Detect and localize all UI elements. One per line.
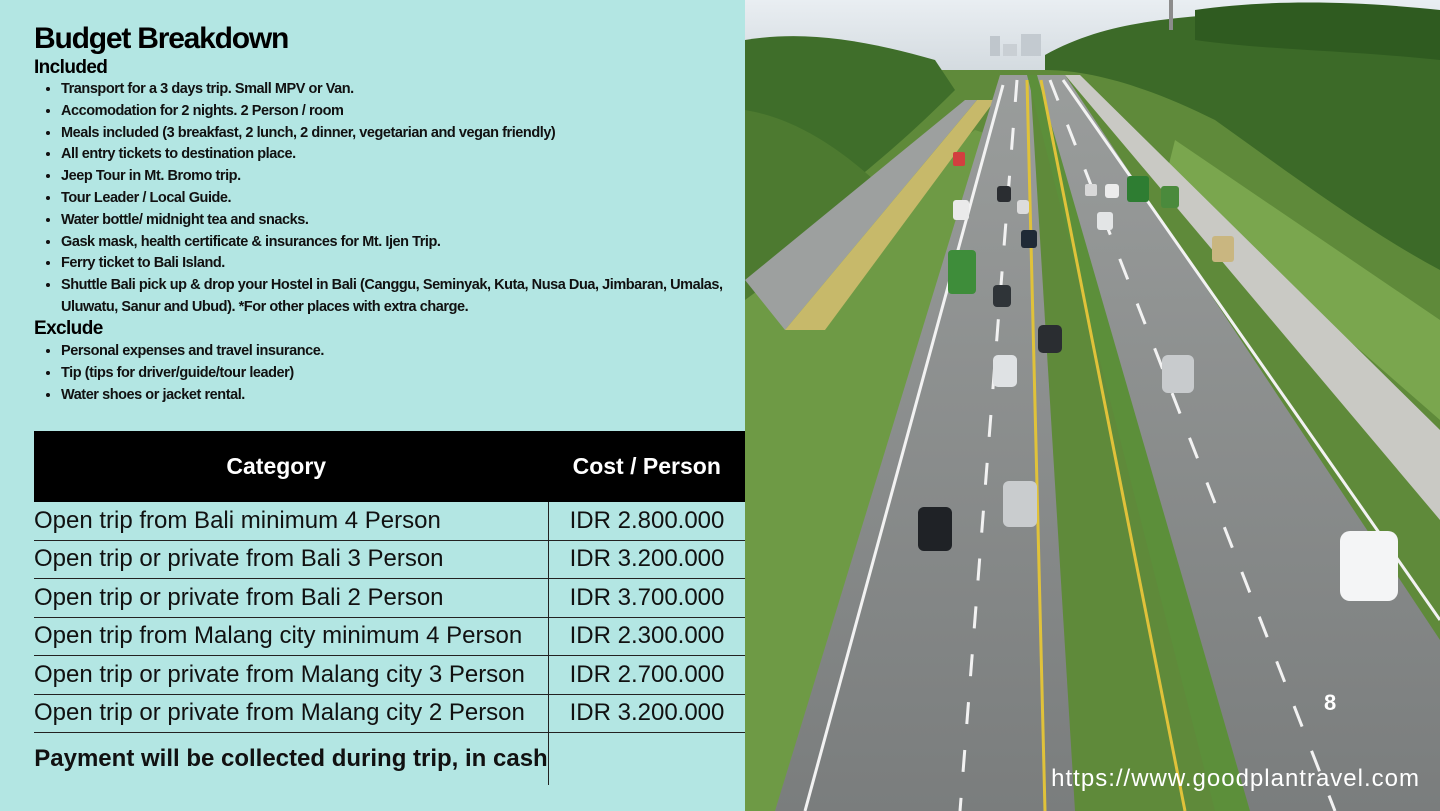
list-item: • Gask mask, health certificate & insurances for Mt. Ijen Trip. — [61, 232, 751, 254]
price-table — [34, 431, 745, 785]
table-row — [34, 617, 745, 656]
list-item: • Ferry ticket to Bali Island. — [61, 253, 751, 275]
category-cell: Open trip from Bali minimum 4 Person — [34, 502, 549, 540]
list-item: • Personal expenses and travel insurance. — [61, 341, 751, 363]
category-cell: Open trip from Malang city minimum 4 Person — [34, 617, 549, 656]
category-cell: Open trip or private from Bali 2 Person — [34, 579, 549, 618]
table-row — [34, 694, 745, 733]
table-row — [34, 579, 745, 618]
included-list — [34, 79, 751, 319]
included-heading: Included — [34, 57, 108, 78]
list-item: • Water bottle/ midnight tea and snacks. — [61, 210, 751, 232]
category-cell: Open trip or private from Bali 3 Person — [34, 540, 549, 579]
empty-cell — [549, 733, 746, 786]
exclude-list — [34, 341, 751, 406]
list-item: • Accomodation for 2 nights. 2 Person / room — [61, 101, 751, 123]
cost-header: Cost / Person — [549, 431, 746, 502]
page-title: Budget Breakdown — [34, 22, 289, 55]
list-item: • Tour Leader / Local Guide. — [61, 188, 751, 210]
cost-cell: IDR 3.200.000 — [549, 694, 746, 733]
category-cell: Open trip or private from Malang city 2 Person — [34, 694, 549, 733]
exclude-heading: Exclude — [34, 318, 103, 339]
cost-cell: IDR 3.200.000 — [549, 540, 746, 579]
list-item: • Tip (tips for driver/guide/tour leader) — [61, 363, 751, 385]
category-header: Category — [34, 431, 549, 502]
table-row — [34, 540, 745, 579]
list-item: • Jeep Tour in Mt. Bromo trip. — [61, 166, 751, 188]
list-item: • All entry tickets to destination place. — [61, 144, 751, 166]
list-item: • Transport for a 3 days trip. Small MPV or Van. — [61, 79, 751, 101]
list-item: • Shuttle Bali pick up & drop your Hostel in Bali (Canggu, Seminyak, Kuta, Nusa Dua, Jimbaran, Umalas, Uluwatu, Sanur and Ubud). *For other places with extra charge. — [61, 275, 751, 319]
cost-cell: IDR 2.800.000 — [549, 502, 746, 540]
cost-cell: IDR 2.300.000 — [549, 617, 746, 656]
table-row — [34, 656, 745, 695]
list-item: • Meals included (3 breakfast, 2 lunch, 2 dinner, vegetarian and vegan friendly) — [61, 123, 751, 145]
category-cell: Open trip or private from Malang city 3 Person — [34, 656, 549, 695]
table-header-row — [34, 431, 745, 502]
website-url: https://www.goodplantravel.com — [1051, 765, 1420, 792]
list-item: • Water shoes or jacket rental. — [61, 385, 751, 407]
payment-note: Payment will be collected during trip, in cash — [34, 733, 549, 786]
page-number: 8 — [1324, 690, 1337, 715]
table-row — [34, 502, 745, 540]
cost-cell: IDR 2.700.000 — [549, 656, 746, 695]
payment-row — [34, 733, 745, 786]
cost-cell: IDR 3.700.000 — [549, 579, 746, 618]
